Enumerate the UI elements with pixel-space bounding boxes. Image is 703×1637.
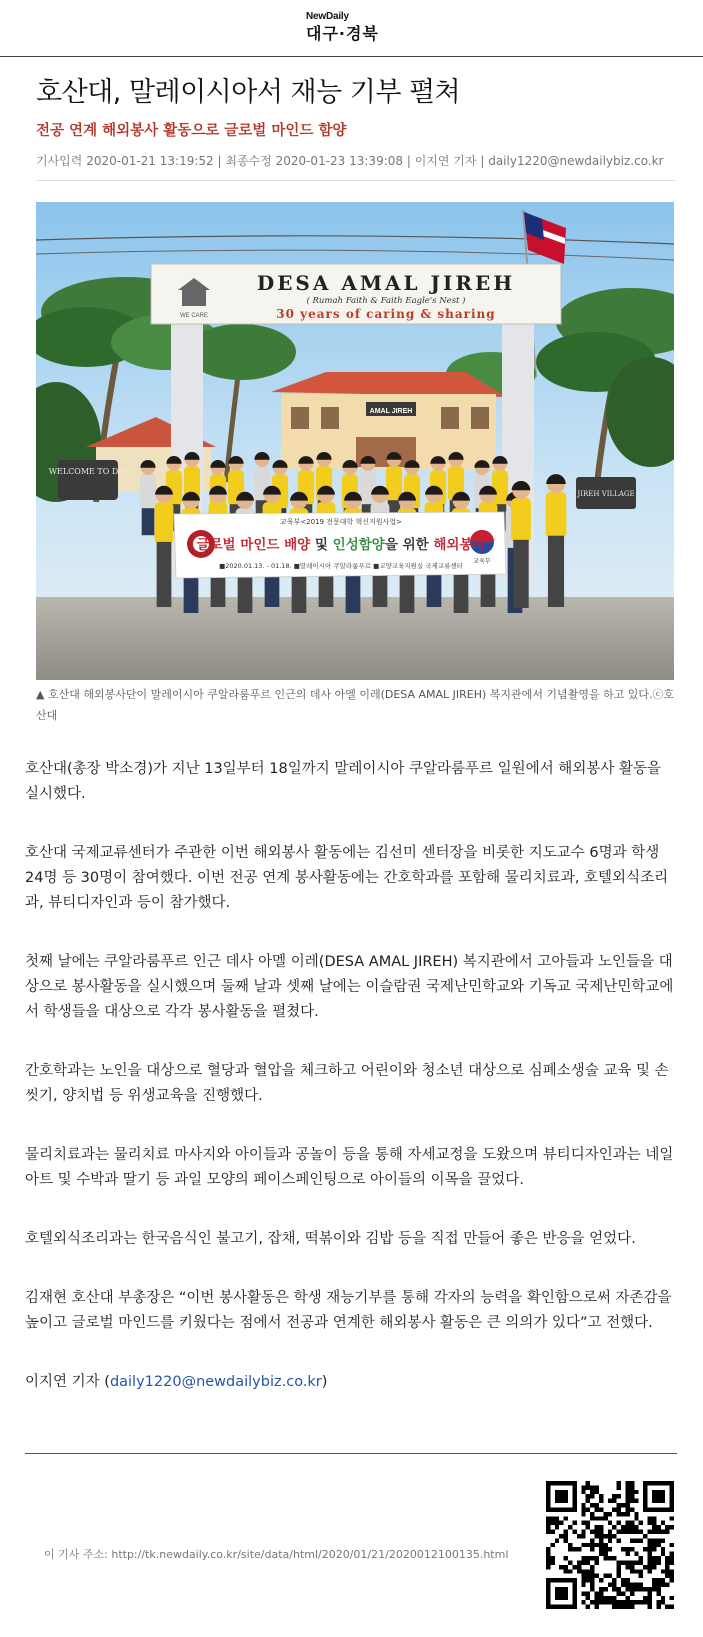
banner-main-a: 글로벌 마인드 배양 (196, 537, 311, 553)
article-url (44, 1546, 508, 1562)
article-body (25, 757, 677, 1391)
volunteer-figure (155, 486, 174, 607)
photo-caption: ▲ 호산대 해외봉사단이 말레이시아 쿠알라룸푸르 인근의 데사 아멜 이레(DESA AMAL JIREH) 복지관에서 기념촬영을 하고 있다.ⓒ호산대 (36, 688, 675, 722)
volunteer-figure (546, 474, 567, 607)
banner-emblem-text: 교육부 (473, 558, 491, 565)
author-email-link[interactable]: daily1220@newdailybiz.co.kr (488, 154, 664, 168)
byline-name: 이지연 기자 (25, 1374, 100, 1390)
volunteer-figure (140, 460, 156, 535)
footer-divider (25, 1453, 677, 1454)
author-name: 이지연 기자 (414, 154, 477, 168)
updated-label: 최종수정 (225, 154, 272, 168)
byline-email-link[interactable]: daily1220@newdailybiz.co.kr (109, 1374, 322, 1390)
byline: 이지연 기자 (daily1220@newdailybiz.co.kr) (25, 1374, 328, 1390)
article-paragraph: 김재현 호산대 부총장은 “이번 봉사활동은 학생 재능기부를 통해 각자의 능력을 확인함으로써 자존감을 높이고 글로벌 마인드를 키웠다는 점에서 전공과 연계한 해외봉사 활동은 큰 의의가 있다”고 전했다. (25, 1290, 672, 1331)
article-url-label: 이 기사 주소: (44, 1548, 108, 1561)
banner-bottom-text: ■2020.01.13. - 01.18. ■말레이시아 쿠알라룸푸르 ■교양교육지원실 국제교류센터 (219, 562, 463, 570)
article-url-value[interactable]: http://tk.newdaily.co.kr/site/data/html/2020/01/21/2020012100135.html (111, 1548, 509, 1561)
sign-right-text: JIREH VILLAGE (577, 490, 635, 498)
article-title: 호산대, 말레이시아서 재능 기부 펼쳐 (36, 77, 461, 108)
site-logo[interactable] (306, 11, 406, 44)
arch-title: DESA AMAL JIREH (256, 271, 516, 295)
logo-region: 대구·경북 (306, 24, 379, 43)
article-paragraph: 호텔외식조리과는 한국음식인 불고기, 잡채, 떡볶이와 김밥 등을 직접 만들어 좋은 반응을 얻었다. (25, 1231, 636, 1247)
group-banner (174, 512, 506, 578)
welcome-sign (49, 460, 127, 500)
banner-top-text: 교육부<2019 전문대학 혁신지원사업> (280, 518, 402, 526)
qr-code-icon (546, 1481, 674, 1609)
volunteer-figure (511, 481, 531, 608)
banner-main-d: 을 위한 (384, 537, 434, 553)
banner-main-e: 해외봉사 (433, 537, 486, 553)
sign-left-text: WELCOME TO DAJ (48, 467, 128, 476)
article-paragraph: 간호학과는 노인을 대상으로 혈당과 혈압을 체크하고 어린이와 청소년 대상으로 심폐소생술 교육 및 손씻기, 양치법 등 위생교육을 진행했다. (25, 1063, 669, 1104)
masthead (0, 0, 703, 57)
banner-main-c: 인성함양 (332, 537, 385, 553)
arch-subtitle: ( Rumah Faith & Faith Eagle's Nest ) (306, 296, 466, 306)
article-subtitle: 전공 연계 해외봉사 활동으로 글로벌 마인드 함양 (36, 123, 347, 139)
article-meta (36, 152, 676, 169)
building-sign: AMAL JIREH (369, 408, 413, 415)
article-paragraph: 첫째 날에는 쿠알라룸푸르 인근 데사 아멜 이레(DESA AMAL JIREH) 복지관에서 고아들과 노인들을 대상으로 봉사활동을 실시했으며 둘째 날과 셋째 날에는 이슬람권 국제난민학교와 기독교 국제난민학교에서 학생들을 대상으로 각각 봉사활동을 펼쳤다. (25, 954, 674, 1020)
photo-illustration (36, 202, 674, 680)
banner-main-b: 및 (310, 537, 333, 553)
arch-tagline: 30 years of caring & sharing (276, 307, 496, 321)
arch-logo-text: WE CARE (179, 313, 209, 319)
published-label: 기사입력 (36, 154, 83, 168)
meta-separator: | (480, 154, 485, 168)
article-paragraph: 호산대 국제교류센터가 주관한 이번 해외봉사 활동에는 김선미 센터장을 비롯한 지도교수 6명과 학생 24명 등 30명이 참여했다. 이번 전공 연계 봉사활동에는 간호학과를 포함해 물리치료과, 호텔외식조리과, 뷰티디자인과 등이 참가했다. (25, 845, 669, 911)
article-paragraph: 물리치료과는 물리치료 마사지와 아이들과 공놀이 등을 통해 자세교정을 도왔으며 뷰티디자인과는 네일아트 및 수박과 딸기 등 과일 모양의 페이스페인팅으로 아이들의 이목을 끌었다. (25, 1147, 674, 1188)
article-photo (36, 202, 674, 680)
logo-brand: NewDaily (306, 11, 349, 22)
meta-separator: | (406, 154, 411, 168)
updated-time: 2020-01-23 13:39:08 (275, 154, 404, 168)
meta-separator: | (217, 154, 222, 168)
published-time: 2020-01-21 13:19:52 (86, 154, 214, 168)
village-sign (576, 477, 636, 509)
meta-divider (36, 180, 676, 181)
article-paragraph: 호산대(총장 박소경)가 지난 13일부터 18일까지 말레이시아 쿠알라룸푸르 일원에서 해외봉사 활동을 실시했다. (25, 761, 661, 802)
banner-main-text (195, 536, 486, 553)
